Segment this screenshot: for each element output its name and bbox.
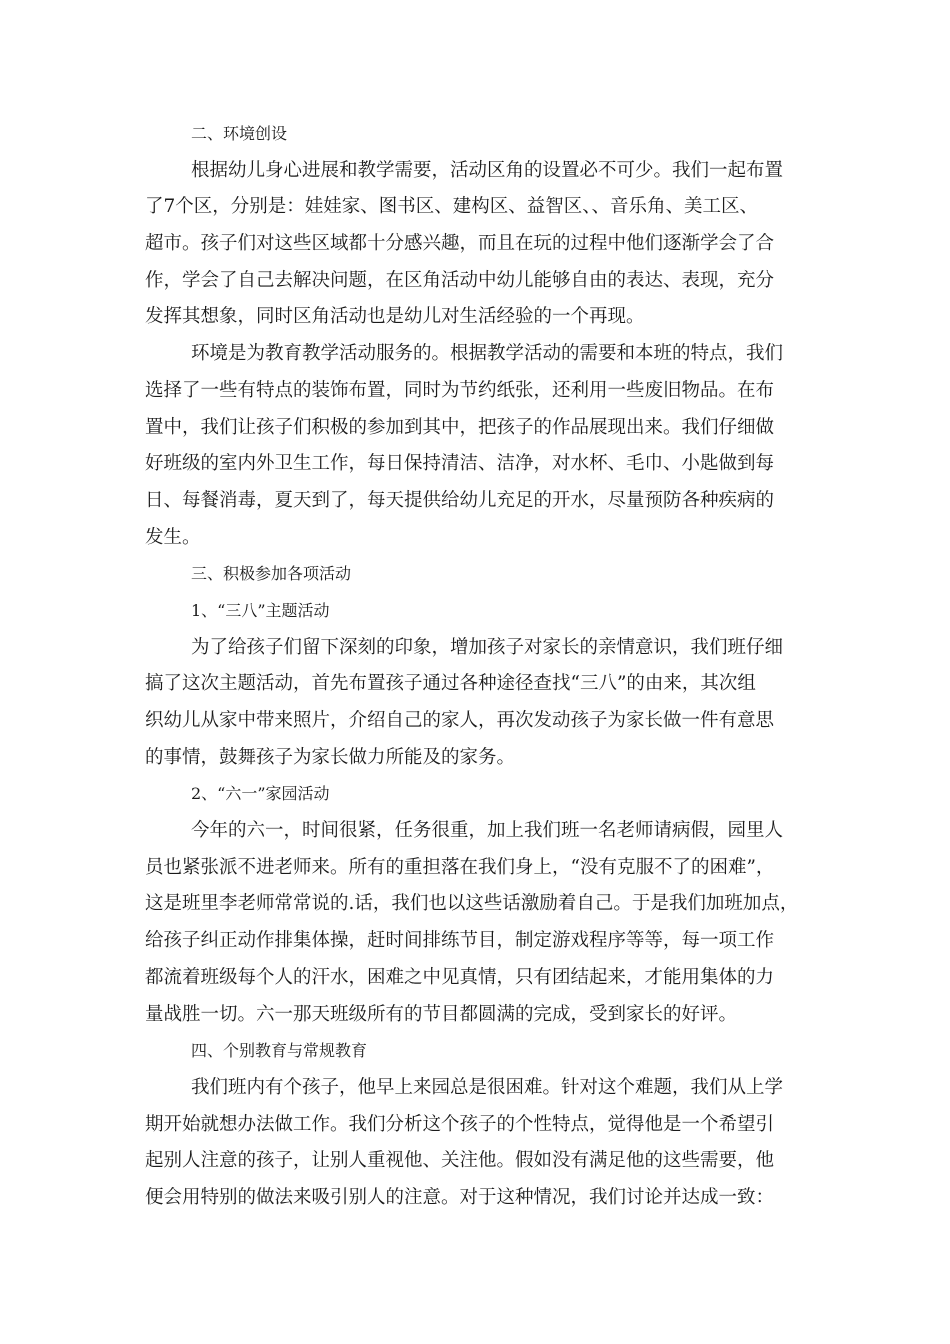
paragraph-line: 置中，我们让孩子们积极的参加到其中，把孩子的作品展现出来。我们仔细做: [145, 416, 775, 438]
paragraph-line: 了7个区，分别是：娃娃家、图书区、建构区、益智区、、音乐角、美工区、: [145, 196, 759, 218]
paragraph-line: 员也紧张派不进老师来。所有的重担落在我们身上，“没有克服不了的困难”，: [145, 856, 775, 878]
paragraph-line: 起别人注意的孩子，让别人重视他、关注他。假如没有满足他的这些需要，他: [145, 1150, 775, 1172]
paragraph-line: 环境是为教育教学活动服务的。根据教学活动的需要和本班的特点，我们: [191, 343, 784, 365]
section-heading: 1、“三八”主题活动: [191, 600, 330, 620]
section-heading: 2、“六一”家园活动: [191, 784, 330, 804]
paragraph-line: 便会用特别的做法来吸引别人的注意。对于这种情况，我们讨论并达成一致：: [145, 1186, 775, 1208]
paragraph-line: 发生。: [145, 526, 201, 548]
paragraph-line: 这是班里李老师常常说的.话，我们也以这些话激励着自己。于是我们加班加点，: [145, 893, 799, 915]
paragraph-line: 超市。孩子们对这些区域都十分感兴趣，而且在玩的过程中他们逐渐学会了合: [145, 233, 775, 255]
paragraph-line: 织幼儿从家中带来照片，介绍自己的家人，再次发动孩子为家长做一件有意思: [145, 710, 775, 731]
paragraph-line: 量战胜一切。六一那天班级所有的节目都圆满的完成，受到家长的好评。: [145, 1003, 738, 1025]
paragraph-line: 给孩子纠正动作排集体操，赶时间排练节目，制定游戏程序等等，每一项工作: [145, 930, 775, 952]
section-heading: 三、积极参加各项活动: [191, 564, 352, 584]
document-page: [145, 116, 810, 1217]
paragraph-line: 我们班内有个孩子，他早上来园总是很困难。针对这个难题，我们从上学: [191, 1076, 784, 1098]
paragraph-line: 今年的六一，时间很紧，任务很重，加上我们班一名老师请病假，园里人: [191, 820, 784, 842]
paragraph-line: 根据幼儿身心进展和教学需要，活动区角的设置必不可少。我们一起布置: [191, 159, 784, 181]
paragraph-line: 作，学会了自己去解决问题，在区角活动中幼儿能够自由的表达、表现，充分: [145, 269, 775, 291]
paragraph-line: 日、每餐消毒，夏天到了，每天提供给幼儿充足的开水，尽量预防各种疾病的: [145, 489, 775, 511]
paragraph-line: 期开始就想办法做工作。我们分析这个孩子的个性特点，觉得他是一个希望引: [145, 1113, 775, 1135]
paragraph-line: 选择了一些有特点的装饰布置，同时为节约纸张，还利用一些废旧物品。在布: [145, 379, 775, 401]
section-heading: 四、个别教育与常规教育: [191, 1041, 368, 1061]
section-heading: 二、环境创设: [191, 124, 288, 143]
paragraph-line: 发挥其想象，同时区角活动也是幼儿对生活经验的一个再现。: [145, 306, 645, 328]
paragraph-line: 搞了这次主题活动，首先布置孩子通过各种途径查找“三八”的由来，其次组: [145, 673, 756, 695]
paragraph-line: 都流着班级每个人的汗水，困难之中见真情，只有团结起来，才能用集体的力: [145, 966, 775, 988]
paragraph-line: 为了给孩子们留下深刻的印象，增加孩子对家长的亲情意识，我们班仔细: [191, 636, 784, 658]
paragraph-line: 的事情，鼓舞孩子为家长做力所能及的家务。: [145, 746, 516, 768]
paragraph-line: 好班级的室内外卫生工作，每日保持清洁、洁净，对水杯、毛巾、小匙做到每: [145, 453, 775, 475]
